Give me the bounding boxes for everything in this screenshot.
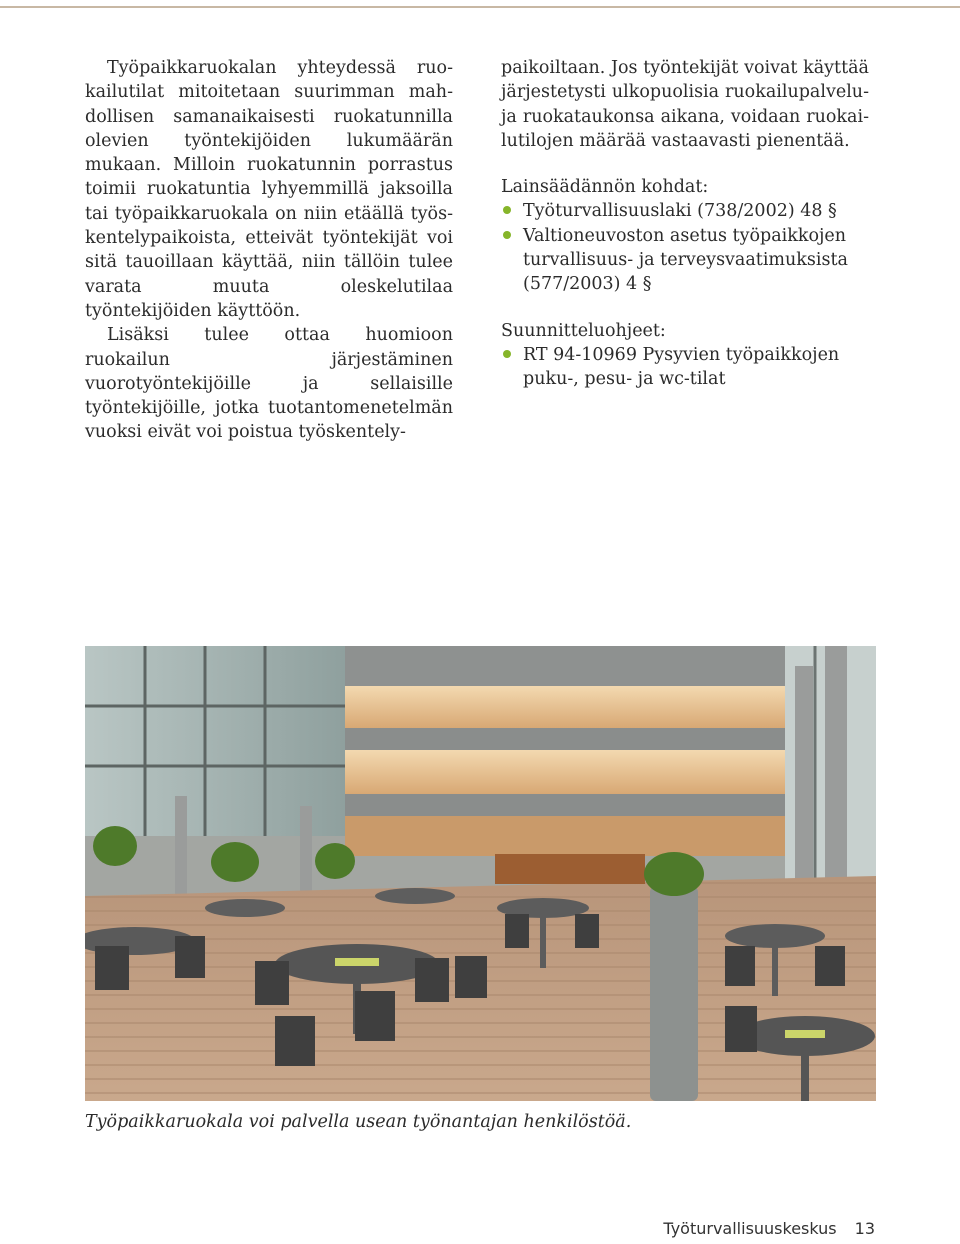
left-column [85, 56, 453, 445]
body-paragraph: Lisäksi tulee ottaa huomioon ruokailun järjestäminen vuorotyöntekijöille ja sellaisille työntekijöille, jotka tuotantomenetelmän vuoksi eivät voi poistua työskentely- [85, 325, 453, 443]
body-paragraph: paikoiltaan. Jos työntekijät voivat käyttää järjestetysti ulkopuolisia ruokailupalveluja ruokataukonsa aikana, voidaan ruokailutilojen määrää vastaavasti pienentää. [501, 58, 869, 151]
guidelines-heading: Suunnitteluohjeet: [501, 320, 666, 341]
page-number: 13 [854, 1219, 875, 1238]
list-item: RT 94-10969 Pysyvien työpaikkojen puku-, pesu- ja wc-tilat [501, 343, 869, 392]
list-item: Valtioneuvoston asetus työpaikkojen turvallisuus- ja terveysvaatimuksista (577/2003) 4 § [501, 224, 869, 297]
publisher-name: Työturvallisuuskeskus [663, 1219, 837, 1238]
canteen-photo [85, 646, 876, 1101]
guidelines-list [501, 343, 869, 392]
list-item: Työturvallisuuslaki (738/2002) 48 § [501, 199, 869, 223]
page-footer [663, 1219, 875, 1238]
top-rule [0, 0, 960, 8]
right-column [501, 56, 869, 392]
bullet-icon [503, 206, 511, 214]
bullet-icon [503, 350, 511, 358]
photo-caption: Työpaikkaruokala voi palvella usean työnantajan henkilöstöä. [85, 1112, 632, 1132]
bullet-icon [503, 231, 511, 239]
legislation-list [501, 199, 869, 296]
body-paragraph: Työpaikkaruokalan yhteydessä ruokailutilat mitoitetaan suurimman mahdollisen samanaikaisesti ruokatunnilla olevien työntekijöiden lukumäärän mukaan. Milloin ruokatunnin porrastus toimii ruokatuntia lyhyemmillä jaksoilla tai työpaikkaruokala on niin etäällä työskentelypaikoista, etteivät työntekijät voi sitä tauoillaan käyttää, niin tällöin tulee varata muuta oleskelutilaa työntekijöiden käyttöön. [85, 58, 453, 321]
legislation-heading: Lainsäädännön kohdat: [501, 177, 709, 198]
